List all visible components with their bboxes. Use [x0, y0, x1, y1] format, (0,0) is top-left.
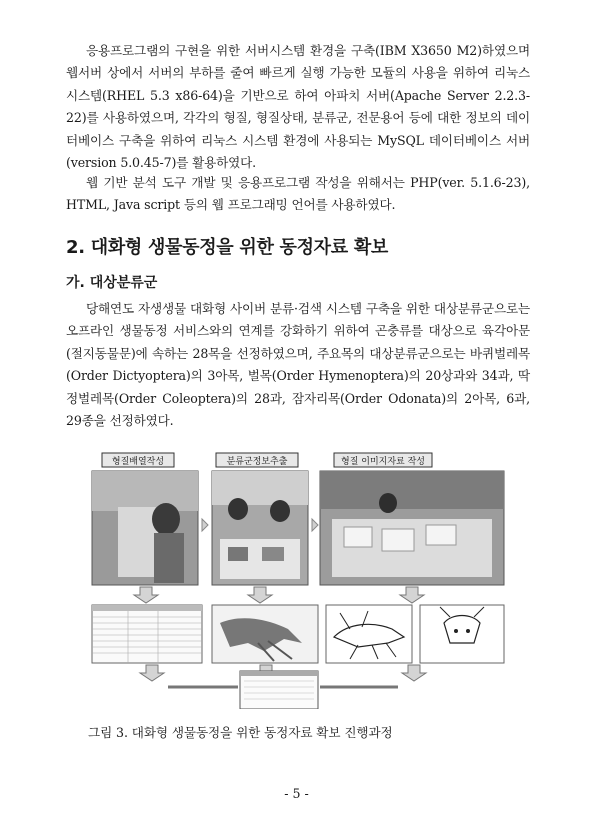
drawing-insect-lateral: [326, 605, 412, 663]
page-number: - 5 -: [284, 786, 309, 801]
paragraph-web-tools: 웹 기반 분석 도구 개발 및 응용프로그램 작성을 위해서는 PHP(ver. 5.1.6-23), HTML, Java script 등의 웹 프로그래밍 언어를 사용하였다.: [66, 175, 530, 213]
arrow-down-icon: [248, 587, 272, 603]
photo-researcher-writing: [92, 471, 198, 585]
figure-label-character-matrix: [102, 453, 174, 467]
figure-label-character-image: [334, 453, 432, 467]
screenshot-database-result: [240, 671, 318, 709]
screenshot-character-matrix: [92, 605, 202, 663]
arrow-down-icon: [400, 587, 424, 603]
arrow-down-icon: [402, 665, 426, 681]
photo-specimen-examination: [212, 471, 308, 585]
drawing-insect-detail: [420, 605, 504, 663]
figure-label-taxon-extraction: [216, 453, 298, 467]
figure-label-character-image-text: 형질 이미지자료 작성: [341, 457, 425, 467]
subsection-heading: 가. 대상분류군: [66, 275, 158, 291]
figure-label-character-matrix-text: 형질배열작성: [111, 457, 165, 467]
arrow-down-icon: [134, 587, 158, 603]
figure-caption: 그림 3. 대화형 생물동정을 위한 동정자료 확보 진행과정: [88, 725, 393, 740]
photo-image-lab: [320, 471, 504, 585]
paragraph-target-taxa: 당해연도 자생생물 대화형 사이버 분류·검색 시스템 구축을 위한 대상분류군으로는 오프라인 생물동정 서비스와의 연계를 강화하기 위하여 곤충류를 대상으로 육각아문(절지동물문)에 속하는 28목을 선정하였으며, 주요목의 대상분류군으로는 바퀴벌레목(Order Dictyoptera)의 3아목, 벌목(Order Hymenoptera)의 20상과와 34과, 딱정벌레목(Order Coleoptera)의 28과, 잠자리목(Order Odonata)의 2아목, 6과, 29종을 선정하였다.: [66, 301, 530, 429]
arrow-down-icon: [140, 665, 164, 681]
arrow-right-icon: [312, 519, 318, 531]
figure-label-taxon-extraction-text: 분류군정보추출: [226, 457, 288, 467]
arrow-left-icon: [202, 519, 208, 531]
section-heading: 2. 대화형 생물동정을 위한 동정자료 확보: [66, 237, 389, 258]
paragraph-server-environment: 응용프로그램의 구현을 위한 서버시스템 환경을 구축(IBM X3650 M2)하였으며 웹서버 상에서 서버의 부하를 줄여 빠르게 실행 가능한 모듈의 사용을 위하여 리눅스 시스템(RHEL 5.3 x86-64)을 기반으로 하여 아파치 서버(Apache Server 2.2.3-22)를 사용하였으며, 각각의 형질, 형질상태, 분류군, 전문용어 등에 대한 정보의 데이터베이스 구축을 위하여 리눅스 시스템 환경에 사용되는 MySQL 데이터베이스 서버 (version 5.0.45-7)를 활용하였다.: [66, 43, 530, 171]
process-figure: [88, 447, 508, 709]
screenshot-taxon-info: [212, 605, 318, 663]
